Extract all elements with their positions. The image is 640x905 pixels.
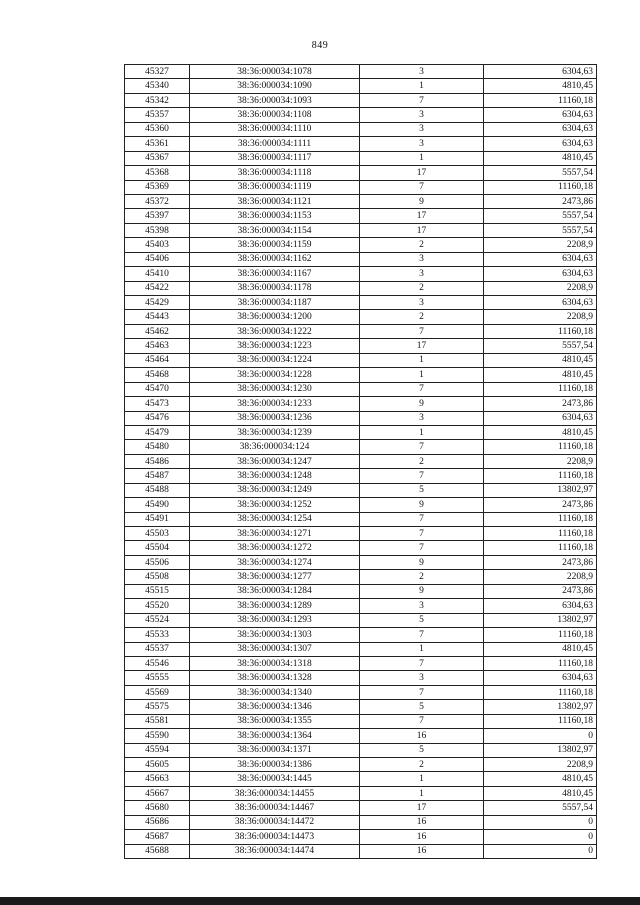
scan-bottom-edge	[0, 897, 640, 905]
cadastral-number-cell: 38:36:000034:1187	[190, 296, 360, 310]
area-value-cell: 13802,97	[484, 700, 597, 714]
table-row	[125, 469, 597, 483]
cadastral-number-cell: 38:36:000034:14472	[190, 815, 360, 829]
area-value-cell: 11160,18	[484, 324, 597, 338]
cadastral-number-cell: 38:36:000034:1222	[190, 324, 360, 338]
area-value-cell: 0	[484, 815, 597, 829]
table-row	[125, 729, 597, 743]
area-value-cell: 6304,63	[484, 122, 597, 136]
table-row	[125, 180, 597, 194]
area-value-cell: 6304,63	[484, 137, 597, 151]
area-value-cell: 11160,18	[484, 685, 597, 699]
count-cell: 7	[360, 512, 484, 526]
record-number-cell: 45422	[125, 281, 190, 295]
cadastral-number-cell: 38:36:000034:1159	[190, 238, 360, 252]
record-number-cell: 45443	[125, 310, 190, 324]
registry-table-body	[125, 65, 597, 859]
cadastral-number-cell: 38:36:000034:1233	[190, 397, 360, 411]
page-number: 849	[311, 40, 329, 51]
count-cell: 7	[360, 324, 484, 338]
area-value-cell: 11160,18	[484, 527, 597, 541]
table-row	[125, 108, 597, 122]
record-number-cell: 45504	[125, 541, 190, 555]
cadastral-number-cell: 38:36:000034:1117	[190, 151, 360, 165]
area-value-cell: 2208,9	[484, 238, 597, 252]
cadastral-number-cell: 38:36:000034:1272	[190, 541, 360, 555]
record-number-cell: 45688	[125, 844, 190, 858]
cadastral-number-cell: 38:36:000034:1228	[190, 368, 360, 382]
cadastral-number-cell: 38:36:000034:1271	[190, 527, 360, 541]
count-cell: 5	[360, 743, 484, 757]
table-row	[125, 137, 597, 151]
area-value-cell: 4810,45	[484, 642, 597, 656]
table-row	[125, 122, 597, 136]
area-value-cell: 11160,18	[484, 180, 597, 194]
cadastral-number-cell: 38:36:000034:1078	[190, 65, 360, 79]
record-number-cell: 45369	[125, 180, 190, 194]
record-number-cell: 45462	[125, 324, 190, 338]
count-cell: 7	[360, 714, 484, 728]
area-value-cell: 6304,63	[484, 671, 597, 685]
area-value-cell: 13802,97	[484, 483, 597, 497]
cadastral-number-cell: 38:36:000034:1118	[190, 166, 360, 180]
cadastral-number-cell: 38:36:000034:1247	[190, 454, 360, 468]
area-value-cell: 4810,45	[484, 425, 597, 439]
area-value-cell: 6304,63	[484, 108, 597, 122]
count-cell: 17	[360, 209, 484, 223]
record-number-cell: 45470	[125, 382, 190, 396]
cadastral-number-cell: 38:36:000034:1254	[190, 512, 360, 526]
table-row	[125, 599, 597, 613]
area-value-cell: 5557,54	[484, 166, 597, 180]
table-row	[125, 541, 597, 555]
cadastral-number-cell: 38:36:000034:1289	[190, 599, 360, 613]
cadastral-number-cell: 38:36:000034:1154	[190, 223, 360, 237]
count-cell: 2	[360, 238, 484, 252]
record-number-cell: 45479	[125, 425, 190, 439]
table-row	[125, 79, 597, 93]
area-value-cell: 6304,63	[484, 65, 597, 79]
table-row	[125, 498, 597, 512]
area-value-cell: 5557,54	[484, 223, 597, 237]
count-cell: 7	[360, 469, 484, 483]
cadastral-number-cell: 38:36:000034:14467	[190, 801, 360, 815]
table-row	[125, 758, 597, 772]
count-cell: 17	[360, 166, 484, 180]
cadastral-number-cell: 38:36:000034:1111	[190, 137, 360, 151]
area-value-cell: 11160,18	[484, 714, 597, 728]
table-row	[125, 628, 597, 642]
cadastral-number-cell: 38:36:000034:1162	[190, 252, 360, 266]
record-number-cell: 45506	[125, 555, 190, 569]
table-row	[125, 296, 597, 310]
record-number-cell: 45406	[125, 252, 190, 266]
record-number-cell: 45468	[125, 368, 190, 382]
cadastral-number-cell: 38:36:000034:14474	[190, 844, 360, 858]
area-value-cell: 6304,63	[484, 296, 597, 310]
table-row	[125, 382, 597, 396]
table-row	[125, 656, 597, 670]
cadastral-number-cell: 38:36:000034:1249	[190, 483, 360, 497]
area-value-cell: 4810,45	[484, 79, 597, 93]
record-number-cell: 45490	[125, 498, 190, 512]
table-row	[125, 642, 597, 656]
record-number-cell: 45667	[125, 786, 190, 800]
record-number-cell: 45360	[125, 122, 190, 136]
count-cell: 16	[360, 815, 484, 829]
table-row	[125, 613, 597, 627]
cadastral-number-cell: 38:36:000034:1364	[190, 729, 360, 743]
count-cell: 7	[360, 685, 484, 699]
record-number-cell: 45463	[125, 339, 190, 353]
record-number-cell: 45464	[125, 353, 190, 367]
cadastral-number-cell: 38:36:000034:14473	[190, 830, 360, 844]
area-value-cell: 2473,86	[484, 397, 597, 411]
count-cell: 3	[360, 252, 484, 266]
area-value-cell: 4810,45	[484, 368, 597, 382]
table-row	[125, 411, 597, 425]
record-number-cell: 45663	[125, 772, 190, 786]
record-number-cell: 45594	[125, 743, 190, 757]
area-value-cell: 11160,18	[484, 656, 597, 670]
record-number-cell: 45491	[125, 512, 190, 526]
cadastral-number-cell: 38:36:000034:124	[190, 440, 360, 454]
table-row	[125, 353, 597, 367]
count-cell: 7	[360, 527, 484, 541]
record-number-cell: 45569	[125, 685, 190, 699]
table-row	[125, 324, 597, 338]
cadastral-number-cell: 38:36:000034:1318	[190, 656, 360, 670]
record-number-cell: 45508	[125, 570, 190, 584]
count-cell: 1	[360, 425, 484, 439]
count-cell: 5	[360, 613, 484, 627]
table-row	[125, 801, 597, 815]
cadastral-number-cell: 38:36:000034:14455	[190, 786, 360, 800]
table-row	[125, 267, 597, 281]
count-cell: 5	[360, 483, 484, 497]
cadastral-number-cell: 38:36:000034:1153	[190, 209, 360, 223]
record-number-cell: 45575	[125, 700, 190, 714]
count-cell: 17	[360, 223, 484, 237]
cadastral-number-cell: 38:36:000034:1274	[190, 555, 360, 569]
cadastral-number-cell: 38:36:000034:1090	[190, 79, 360, 93]
cadastral-number-cell: 38:36:000034:1239	[190, 425, 360, 439]
count-cell: 3	[360, 671, 484, 685]
cadastral-number-cell: 38:36:000034:1307	[190, 642, 360, 656]
count-cell: 9	[360, 194, 484, 208]
count-cell: 7	[360, 440, 484, 454]
count-cell: 3	[360, 296, 484, 310]
area-value-cell: 0	[484, 844, 597, 858]
cadastral-number-cell: 38:36:000034:1236	[190, 411, 360, 425]
record-number-cell: 45581	[125, 714, 190, 728]
table-row	[125, 151, 597, 165]
count-cell: 3	[360, 137, 484, 151]
area-value-cell: 4810,45	[484, 786, 597, 800]
table-row	[125, 194, 597, 208]
area-value-cell: 6304,63	[484, 267, 597, 281]
registry-table	[124, 64, 597, 859]
table-row	[125, 310, 597, 324]
count-cell: 7	[360, 541, 484, 555]
table-row	[125, 65, 597, 79]
table-row	[125, 685, 597, 699]
count-cell: 17	[360, 801, 484, 815]
area-value-cell: 13802,97	[484, 613, 597, 627]
table-row	[125, 700, 597, 714]
area-value-cell: 11160,18	[484, 541, 597, 555]
count-cell: 1	[360, 353, 484, 367]
record-number-cell: 45520	[125, 599, 190, 613]
record-number-cell: 45357	[125, 108, 190, 122]
record-number-cell: 45686	[125, 815, 190, 829]
table-row	[125, 454, 597, 468]
record-number-cell: 45590	[125, 729, 190, 743]
count-cell: 3	[360, 599, 484, 613]
area-value-cell: 2473,86	[484, 555, 597, 569]
table-row	[125, 339, 597, 353]
count-cell: 7	[360, 180, 484, 194]
record-number-cell: 45524	[125, 613, 190, 627]
area-value-cell: 2473,86	[484, 194, 597, 208]
area-value-cell: 2208,9	[484, 758, 597, 772]
record-number-cell: 45503	[125, 527, 190, 541]
table-row	[125, 223, 597, 237]
record-number-cell: 45605	[125, 758, 190, 772]
count-cell: 16	[360, 830, 484, 844]
area-value-cell: 4810,45	[484, 353, 597, 367]
count-cell: 9	[360, 498, 484, 512]
count-cell: 2	[360, 281, 484, 295]
count-cell: 16	[360, 729, 484, 743]
table-row	[125, 397, 597, 411]
table-row	[125, 786, 597, 800]
area-value-cell: 11160,18	[484, 93, 597, 107]
count-cell: 2	[360, 310, 484, 324]
record-number-cell: 45487	[125, 469, 190, 483]
cadastral-number-cell: 38:36:000034:1178	[190, 281, 360, 295]
count-cell: 2	[360, 570, 484, 584]
table-row	[125, 252, 597, 266]
cadastral-number-cell: 38:36:000034:1110	[190, 122, 360, 136]
record-number-cell: 45361	[125, 137, 190, 151]
area-value-cell: 5557,54	[484, 801, 597, 815]
record-number-cell: 45555	[125, 671, 190, 685]
table-row	[125, 570, 597, 584]
record-number-cell: 45368	[125, 166, 190, 180]
table-row	[125, 483, 597, 497]
count-cell: 1	[360, 151, 484, 165]
record-number-cell: 45429	[125, 296, 190, 310]
count-cell: 5	[360, 700, 484, 714]
cadastral-number-cell: 38:36:000034:1346	[190, 700, 360, 714]
record-number-cell: 45515	[125, 584, 190, 598]
record-number-cell: 45410	[125, 267, 190, 281]
record-number-cell: 45342	[125, 93, 190, 107]
table-row	[125, 527, 597, 541]
record-number-cell: 45372	[125, 194, 190, 208]
cadastral-number-cell: 38:36:000034:1167	[190, 267, 360, 281]
count-cell: 17	[360, 339, 484, 353]
cadastral-number-cell: 38:36:000034:1224	[190, 353, 360, 367]
table-row	[125, 671, 597, 685]
count-cell: 1	[360, 786, 484, 800]
count-cell: 7	[360, 93, 484, 107]
count-cell: 9	[360, 555, 484, 569]
count-cell: 3	[360, 65, 484, 79]
cadastral-number-cell: 38:36:000034:1108	[190, 108, 360, 122]
area-value-cell: 6304,63	[484, 252, 597, 266]
cadastral-number-cell: 38:36:000034:1200	[190, 310, 360, 324]
table-row	[125, 714, 597, 728]
area-value-cell: 0	[484, 830, 597, 844]
count-cell: 16	[360, 844, 484, 858]
area-value-cell: 4810,45	[484, 772, 597, 786]
area-value-cell: 2473,86	[484, 584, 597, 598]
table-row	[125, 830, 597, 844]
record-number-cell: 45687	[125, 830, 190, 844]
area-value-cell: 11160,18	[484, 628, 597, 642]
area-value-cell: 6304,63	[484, 411, 597, 425]
record-number-cell: 45327	[125, 65, 190, 79]
cadastral-number-cell: 38:36:000034:1277	[190, 570, 360, 584]
table-row	[125, 743, 597, 757]
cadastral-number-cell: 38:36:000034:1328	[190, 671, 360, 685]
count-cell: 2	[360, 758, 484, 772]
record-number-cell: 45340	[125, 79, 190, 93]
count-cell: 3	[360, 122, 484, 136]
record-number-cell: 45546	[125, 656, 190, 670]
record-number-cell: 45476	[125, 411, 190, 425]
record-number-cell: 45488	[125, 483, 190, 497]
table-row	[125, 584, 597, 598]
cadastral-number-cell: 38:36:000034:1340	[190, 685, 360, 699]
table-row	[125, 555, 597, 569]
count-cell: 7	[360, 656, 484, 670]
count-cell: 3	[360, 411, 484, 425]
cadastral-number-cell: 38:36:000034:1121	[190, 194, 360, 208]
count-cell: 2	[360, 454, 484, 468]
cadastral-number-cell: 38:36:000034:1248	[190, 469, 360, 483]
area-value-cell: 2473,86	[484, 498, 597, 512]
count-cell: 7	[360, 628, 484, 642]
area-value-cell: 11160,18	[484, 382, 597, 396]
cadastral-number-cell: 38:36:000034:1284	[190, 584, 360, 598]
area-value-cell: 6304,63	[484, 599, 597, 613]
area-value-cell: 11160,18	[484, 469, 597, 483]
table-row	[125, 772, 597, 786]
table-row	[125, 209, 597, 223]
count-cell: 1	[360, 368, 484, 382]
record-number-cell: 45397	[125, 209, 190, 223]
cadastral-number-cell: 38:36:000034:1093	[190, 93, 360, 107]
table-row	[125, 844, 597, 858]
cadastral-number-cell: 38:36:000034:1119	[190, 180, 360, 194]
area-value-cell: 5557,54	[484, 339, 597, 353]
cadastral-number-cell: 38:36:000034:1293	[190, 613, 360, 627]
cadastral-number-cell: 38:36:000034:1386	[190, 758, 360, 772]
count-cell: 1	[360, 772, 484, 786]
table-row	[125, 93, 597, 107]
area-value-cell: 4810,45	[484, 151, 597, 165]
table-row	[125, 166, 597, 180]
area-value-cell: 5557,54	[484, 209, 597, 223]
cadastral-number-cell: 38:36:000034:1252	[190, 498, 360, 512]
count-cell: 9	[360, 397, 484, 411]
record-number-cell: 45398	[125, 223, 190, 237]
cadastral-number-cell: 38:36:000034:1371	[190, 743, 360, 757]
count-cell: 9	[360, 584, 484, 598]
area-value-cell: 0	[484, 729, 597, 743]
table-row	[125, 512, 597, 526]
record-number-cell: 45680	[125, 801, 190, 815]
cadastral-number-cell: 38:36:000034:1223	[190, 339, 360, 353]
cadastral-number-cell: 38:36:000034:1230	[190, 382, 360, 396]
cadastral-number-cell: 38:36:000034:1355	[190, 714, 360, 728]
record-number-cell: 45537	[125, 642, 190, 656]
area-value-cell: 2208,9	[484, 281, 597, 295]
count-cell: 3	[360, 108, 484, 122]
table-row	[125, 440, 597, 454]
count-cell: 1	[360, 79, 484, 93]
table-row	[125, 815, 597, 829]
table-row	[125, 238, 597, 252]
record-number-cell: 45486	[125, 454, 190, 468]
count-cell: 3	[360, 267, 484, 281]
record-number-cell: 45367	[125, 151, 190, 165]
area-value-cell: 13802,97	[484, 743, 597, 757]
record-number-cell: 45403	[125, 238, 190, 252]
record-number-cell: 45480	[125, 440, 190, 454]
area-value-cell: 2208,9	[484, 454, 597, 468]
table-row	[125, 425, 597, 439]
record-number-cell: 45473	[125, 397, 190, 411]
area-value-cell: 2208,9	[484, 570, 597, 584]
area-value-cell: 2208,9	[484, 310, 597, 324]
table-row	[125, 281, 597, 295]
table-row	[125, 368, 597, 382]
area-value-cell: 11160,18	[484, 440, 597, 454]
count-cell: 7	[360, 382, 484, 396]
record-number-cell: 45533	[125, 628, 190, 642]
count-cell: 1	[360, 642, 484, 656]
cadastral-number-cell: 38:36:000034:1303	[190, 628, 360, 642]
cadastral-number-cell: 38:36:000034:1445	[190, 772, 360, 786]
area-value-cell: 11160,18	[484, 512, 597, 526]
